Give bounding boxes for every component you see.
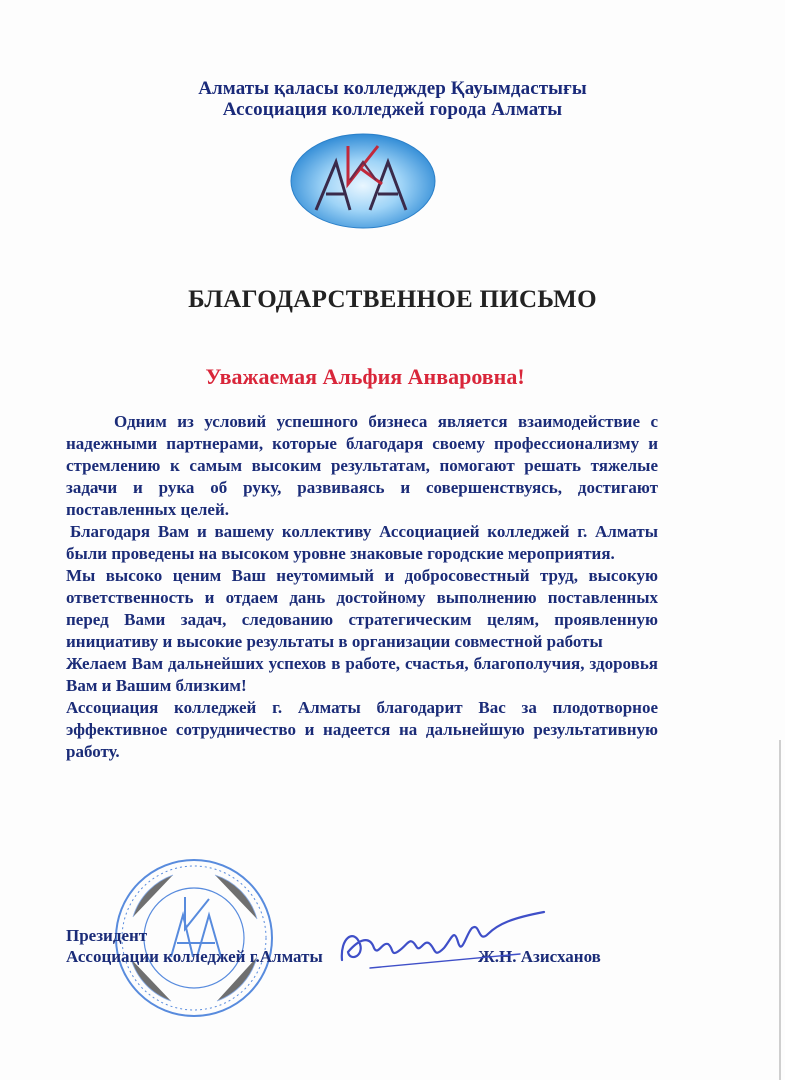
- signer-organization: Ассоциации колледжей г.Алматы: [66, 947, 323, 966]
- paragraph-1: Одним из условий успешного бизнеса является взаимодействие с надежными партнерами, которые благодаря своему профессионализму и стремлению к самым высоким результатам, помогают решать тяжелые задачи и рука об руку, развиваясь и совершенствуясь, достигают поставленных целей.: [66, 412, 658, 519]
- paragraph-4: Желаем Вам дальнейших успехов в работе, счастья, благополучия, здоровья Вам и Вашим близким!: [66, 654, 658, 695]
- letter-body: [66, 411, 658, 763]
- document-title: БЛАГОДАРСТВЕННОЕ ПИСЬМО: [188, 286, 597, 313]
- paragraph-5: Ассоциация колледжей г. Алматы благодарит Вас за плодотворное эффективное сотрудничество и надеется на дальнейшую результативную работу.: [66, 698, 658, 761]
- greeting: Уважаемая Альфия Анваровна!: [205, 364, 525, 389]
- header-kazakh: Алматы қаласы колледждер Қауымдастығы: [198, 78, 587, 99]
- signer-name: Ж.Н. Азисханов: [478, 947, 601, 966]
- signer-role: Президент: [66, 926, 148, 945]
- header-russian: Ассоциация колледжей города Алматы: [222, 99, 563, 120]
- scan-edge: [779, 740, 781, 1080]
- paragraph-2: Благодаря Вам и вашему коллективу Ассоциацией колледжей г. Алматы были проведены на высоком уровне знаковые городские мероприятия.: [66, 522, 658, 563]
- paragraph-3: Мы высоко ценим Ваш неутомимый и добросовестный труд, высокую ответственность и отдаем дань достойному выполнению поставленных перед Вами задач, следованию стратегическим целям, проявленную инициативу и высокие результаты в организации совместной работы: [66, 566, 658, 651]
- association-logo-icon: [290, 132, 436, 230]
- handwritten-signature-icon: [330, 898, 552, 978]
